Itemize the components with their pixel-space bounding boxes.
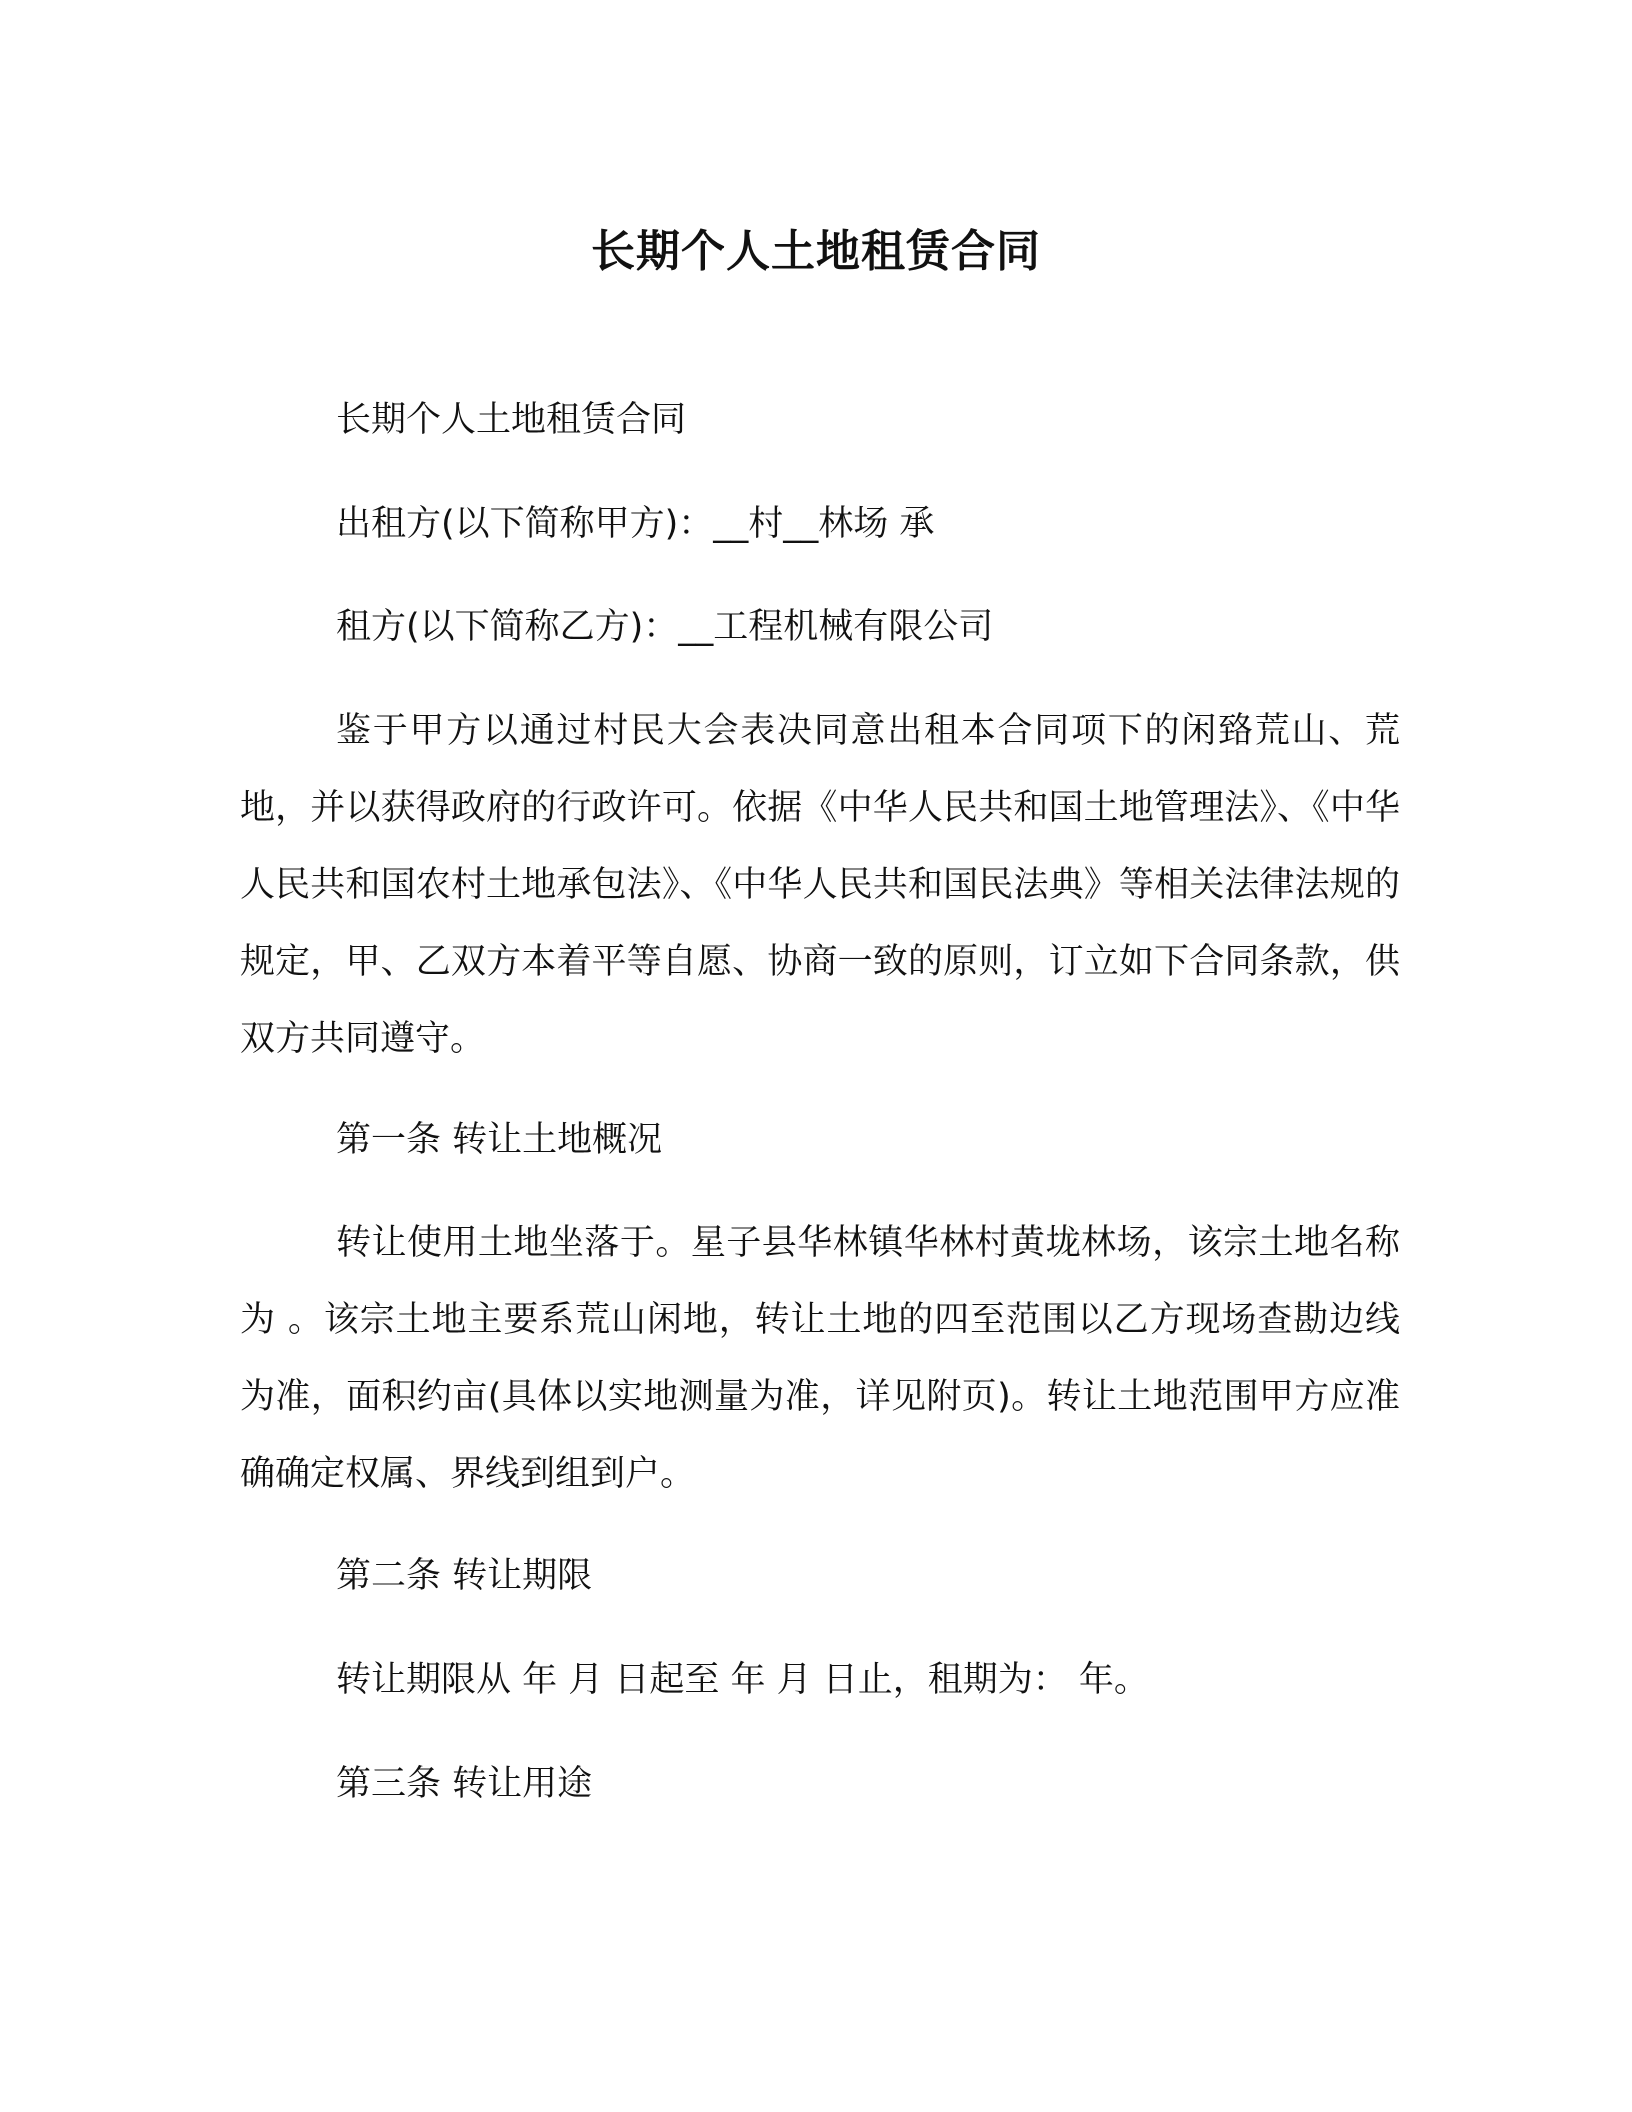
article1-body: 转让使用土地坐落于。星子县华林镇华林村黄垅林场，该宗土地名称为 。该宗土地主要系荒山闲地，转让土地的四至范围以乙方现场查勘边线为准，面积约亩(具体以实地测量为准，详见附页)。转让土地范围甲方应准确确定权属、界线到组到户。 (240, 1223, 1400, 1494)
preamble-paragraph: 鉴于甲方以通过村民大会表决同意出租本合同项下的闲臵荒山、荒地，并以获得政府的行政许可。依据《中华人民共和国土地管理法》、《中华人民共和国农村土地承包法》、《中华人民共和国民法典》等相关法律法规的规定，甲、乙双方本着平等自愿、协商一致的原则，订立如下合同条款，供双方共同遵守。 (240, 711, 1400, 1059)
lessee-line: 租方(以下简称乙方)：__工程机械有限公司 (336, 607, 994, 647)
document-title: 长期个人土地租赁合同 (591, 226, 1041, 277)
article2-body: 转让期限从 年 月 日起至 年 月 日止，租期为： 年。 (336, 1660, 1149, 1700)
article1-heading: 第一条 转让土地概况 (336, 1120, 663, 1160)
document-subtitle: 长期个人土地租赁合同 (336, 400, 687, 440)
article3-heading: 第三条 转让用途 (336, 1764, 593, 1804)
lessor-line: 出租方(以下简称甲方)：__村__林场 承 (336, 504, 935, 544)
article2-heading: 第二条 转让期限 (336, 1556, 593, 1596)
